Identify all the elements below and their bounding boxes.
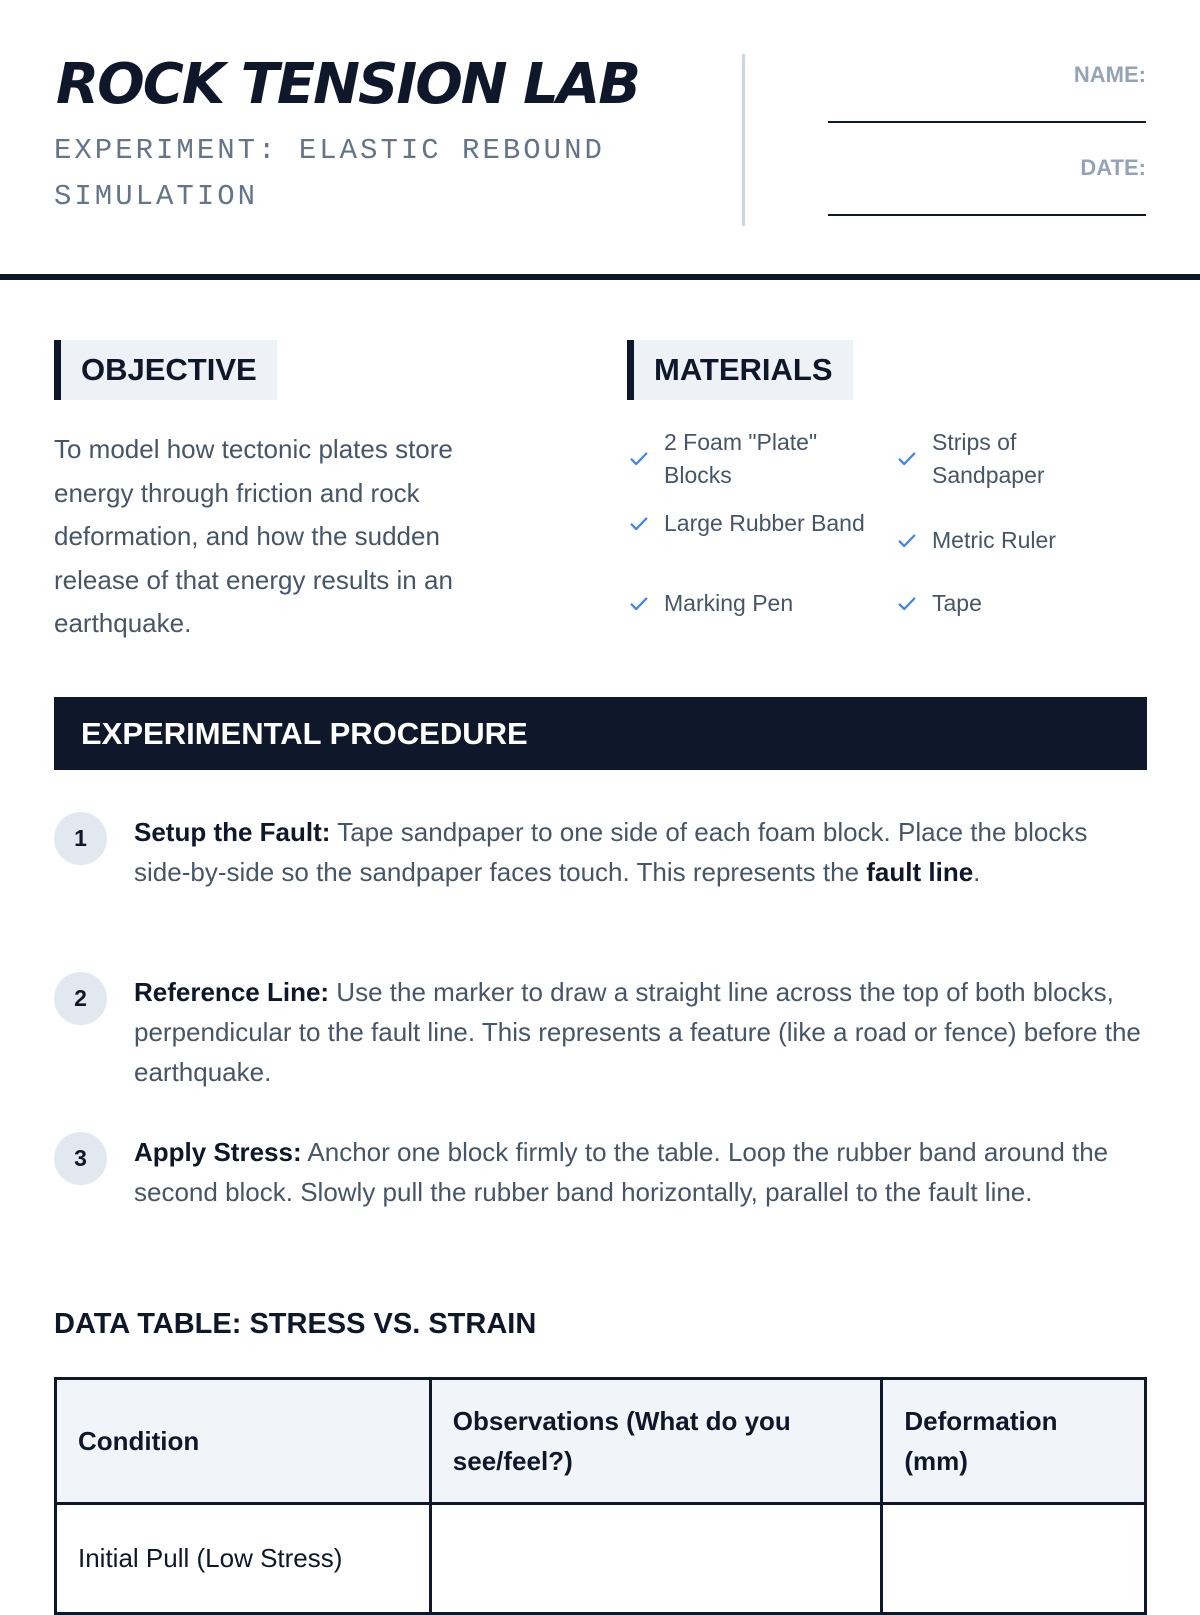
name-label: NAME:	[1073, 62, 1146, 87]
step-body: Tape sandpaper to one side of each foam block. Place the blocks side-by-side so the sandpaper faces touch. This represents the	[134, 817, 1088, 887]
step-number: 1	[54, 812, 107, 865]
material-label: Strips of Sandpaper	[932, 429, 1045, 488]
step-body: Use the marker to draw a straight line across the top of both blocks, perpendicular to the fault line. This represents a feature (like a road or fence) before the earthquake.	[134, 977, 1141, 1087]
column-header-observations: Observations (What do you see/feel?)	[430, 1379, 882, 1504]
date-label: DATE:	[1080, 155, 1146, 180]
check-icon	[628, 448, 650, 470]
step-title: Reference Line:	[134, 977, 330, 1007]
step-bold-term: fault line	[866, 857, 974, 887]
check-icon	[896, 593, 918, 615]
objective-text: To model how tectonic plates store energy through friction and rock deformation, and how the sudden release of that energy results in an earthquake.	[54, 434, 453, 638]
experiment-subtitle: EXPERIMENT: ELASTIC REBOUND SIMULATION	[54, 134, 605, 213]
deformation-cell[interactable]	[882, 1504, 1146, 1614]
page-title: ROCK TENSION LAB	[56, 52, 639, 117]
condition-cell: Initial Pull (Low Stress)	[56, 1504, 431, 1614]
date-field-line[interactable]	[828, 214, 1146, 216]
name-field-line[interactable]	[828, 121, 1146, 123]
material-item	[896, 524, 1116, 557]
material-item	[628, 426, 868, 492]
column-header-deformation: Deformation (mm)	[882, 1379, 1146, 1504]
step-end: .	[973, 857, 981, 887]
procedure-heading: EXPERIMENTAL PROCEDURE	[54, 697, 1147, 770]
step-title: Apply Stress:	[134, 1137, 302, 1167]
material-item	[896, 426, 1116, 492]
data-table-title: DATA TABLE: STRESS VS. STRAIN	[54, 1308, 537, 1340]
step-number: 3	[54, 1132, 107, 1185]
material-label: Large Rubber Band	[664, 510, 865, 536]
check-icon	[628, 593, 650, 615]
table-header-row	[56, 1379, 1146, 1504]
material-label: Marking Pen	[664, 590, 794, 616]
material-item	[628, 507, 868, 540]
table-row	[56, 1504, 1146, 1614]
step-text	[134, 1132, 1149, 1212]
header-divider	[742, 54, 745, 226]
observations-cell[interactable]	[430, 1504, 882, 1614]
material-item	[628, 587, 868, 620]
materials-heading: MATERIALS	[627, 340, 853, 400]
step-title: Setup the Fault:	[134, 817, 331, 847]
check-icon	[896, 448, 918, 470]
step-text	[134, 972, 1149, 1092]
column-header-condition: Condition	[56, 1379, 431, 1504]
page-header	[0, 0, 1200, 280]
data-table	[54, 1377, 1147, 1615]
step-number: 2	[54, 972, 107, 1025]
material-label: Tape	[932, 590, 982, 616]
step-body: Anchor one block firmly to the table. Loop the rubber band around the second block. Slowly pull the rubber band horizontally, parallel to the fault line.	[134, 1137, 1109, 1207]
material-label: Metric Ruler	[932, 527, 1056, 553]
check-icon	[628, 513, 650, 535]
objective-heading: OBJECTIVE	[54, 340, 277, 400]
check-icon	[896, 530, 918, 552]
material-item	[896, 587, 1116, 620]
step-text	[134, 812, 1149, 892]
material-label: 2 Foam "Plate" Blocks	[664, 429, 818, 488]
